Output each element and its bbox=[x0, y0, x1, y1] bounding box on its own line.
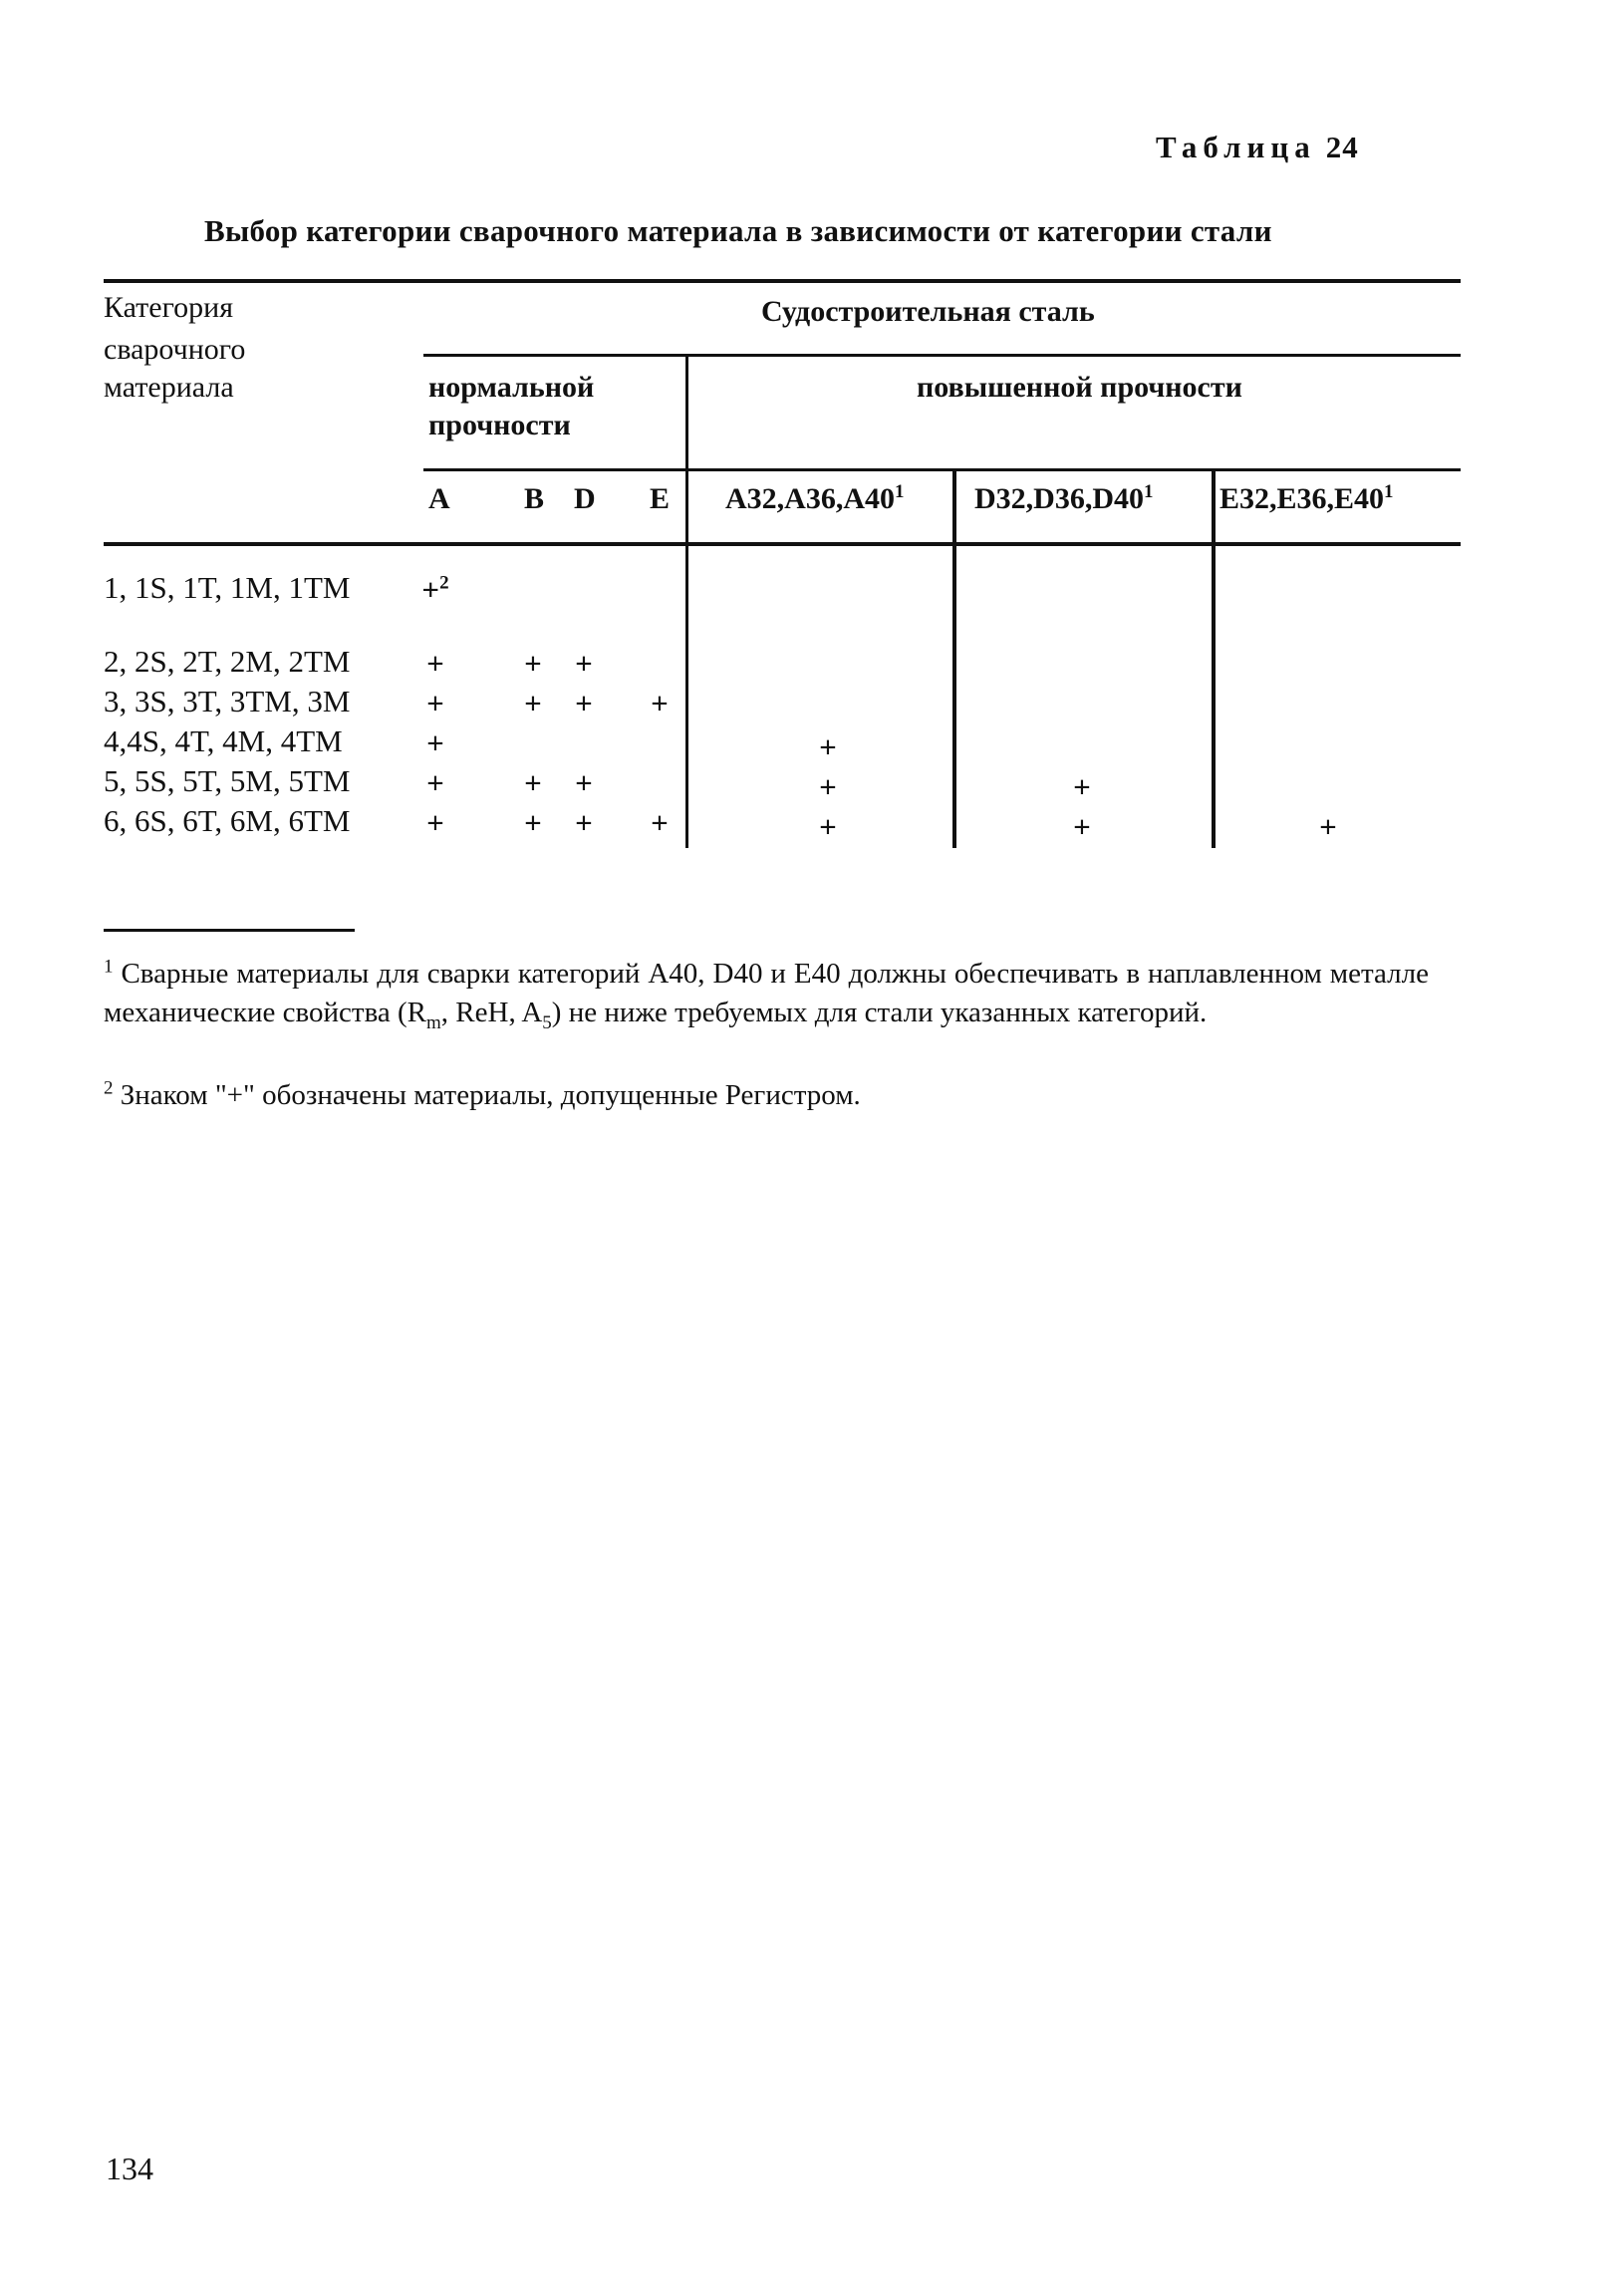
row6-cell-h2: + bbox=[1073, 809, 1091, 844]
grade-d32-d36-d40 bbox=[974, 480, 1154, 518]
row6-cell-d: + bbox=[575, 805, 593, 840]
row5-cell-b: + bbox=[524, 765, 542, 800]
row6-cell-h3: + bbox=[1319, 809, 1337, 844]
grade-a32-a36-a40-text: A32,A36,A40 bbox=[725, 482, 895, 515]
grade-a32-a36-a40 bbox=[725, 480, 905, 518]
header-normal-strength-line1: нормальной bbox=[428, 371, 595, 404]
table-number-value: 24 bbox=[1325, 130, 1359, 164]
row5-cell-h1: + bbox=[819, 769, 837, 804]
row-label: 5, 5S, 5T, 5M, 5TM bbox=[104, 763, 351, 798]
row6-cell-b: + bbox=[524, 805, 542, 840]
table-title: Выбор категории сварочного материала в зависимости от категории стали bbox=[204, 213, 1272, 248]
footnote-2 bbox=[104, 1076, 1429, 1115]
row6-cell-a: + bbox=[426, 805, 444, 840]
row5-cell-d: + bbox=[575, 765, 593, 800]
grade-a: A bbox=[428, 482, 450, 515]
footnote-1-text-c: ) не ниже требуемых для стали указанных категорий. bbox=[551, 997, 1208, 1028]
row3-cell-a: + bbox=[426, 686, 444, 720]
header-category-line2: сварочного bbox=[104, 333, 246, 366]
grade-e32-e36-e40-text: E32,E36,E40 bbox=[1219, 482, 1385, 515]
row-label: 2, 2S, 2T, 2M, 2TM bbox=[104, 644, 351, 679]
grade-e32-e36-e40 bbox=[1219, 480, 1394, 518]
row6-cell-h1: + bbox=[819, 809, 837, 844]
header-normal-strength-line2: прочности bbox=[428, 409, 571, 441]
divider-high-1-2 bbox=[952, 468, 956, 848]
table-label: Таблица bbox=[1156, 130, 1316, 164]
row3-cell-b: + bbox=[524, 686, 542, 720]
grade-e: E bbox=[650, 482, 671, 515]
row-label: 4,4S, 4T, 4M, 4TM bbox=[104, 723, 343, 758]
row5-cell-h2: + bbox=[1073, 769, 1091, 804]
grade-d32-d36-d40-text: D32,D36,D40 bbox=[974, 482, 1144, 515]
row-label: 6, 6S, 6T, 6M, 6TM bbox=[104, 803, 351, 838]
header-rule-steel bbox=[423, 354, 1461, 357]
header-high-strength: повышенной прочности bbox=[917, 371, 1242, 404]
grade-a32-footnote-mark: 1 bbox=[895, 481, 905, 502]
footnote-1-text-a: Сварные материалы для сварки категорий A40, D40 и E40 должны обеспечивать в наплавленном металле механические свойства (R bbox=[104, 958, 1429, 1028]
row4-cell-h1: + bbox=[819, 729, 837, 764]
row1-cell-a-mark: + bbox=[421, 572, 440, 607]
row-label: 3, 3S, 3T, 3TM, 3M bbox=[104, 684, 351, 718]
header-rule-strength bbox=[423, 468, 1461, 471]
grade-e32-footnote-mark: 1 bbox=[1384, 481, 1394, 502]
footnote-2-text: Знаком "+" обозначены материалы, допущенные Регистром. bbox=[120, 1079, 861, 1111]
footnote-1 bbox=[104, 955, 1429, 1032]
grade-b: B bbox=[524, 482, 545, 515]
footnote-1-text-b: , ReH, A bbox=[440, 997, 543, 1028]
header-category-line1: Категория bbox=[104, 291, 233, 324]
table-top-rule bbox=[104, 279, 1461, 283]
row1-cell-a bbox=[420, 573, 450, 607]
row3-cell-e: + bbox=[651, 686, 669, 720]
row5-cell-a: + bbox=[426, 765, 444, 800]
row2-cell-a: + bbox=[426, 646, 444, 681]
page-number: 134 bbox=[106, 2151, 153, 2186]
row6-cell-e: + bbox=[651, 805, 669, 840]
header-bottom-rule bbox=[104, 542, 1461, 546]
row1-cell-a-footnote-mark: 2 bbox=[439, 572, 449, 594]
row2-cell-b: + bbox=[524, 646, 542, 681]
footnote-1-sub-5: 5 bbox=[542, 1011, 552, 1033]
divider-high-2-3 bbox=[1212, 468, 1216, 848]
grade-d32-footnote-mark: 1 bbox=[1144, 481, 1154, 502]
footnote-1-sub-m: m bbox=[426, 1011, 441, 1033]
footnote-rule bbox=[104, 929, 355, 932]
row2-cell-d: + bbox=[575, 646, 593, 681]
header-shipbuilding-steel: Судостроительная сталь bbox=[761, 295, 1095, 328]
footnote-2-mark: 2 bbox=[104, 1077, 114, 1099]
divider-normal-high bbox=[685, 354, 688, 848]
grade-d: D bbox=[574, 482, 596, 515]
row4-cell-a: + bbox=[426, 725, 444, 760]
header-category-line3: материала bbox=[104, 371, 234, 404]
row3-cell-d: + bbox=[575, 686, 593, 720]
footnote-1-mark: 1 bbox=[104, 956, 114, 978]
row-label: 1, 1S, 1T, 1M, 1TM bbox=[104, 570, 351, 605]
